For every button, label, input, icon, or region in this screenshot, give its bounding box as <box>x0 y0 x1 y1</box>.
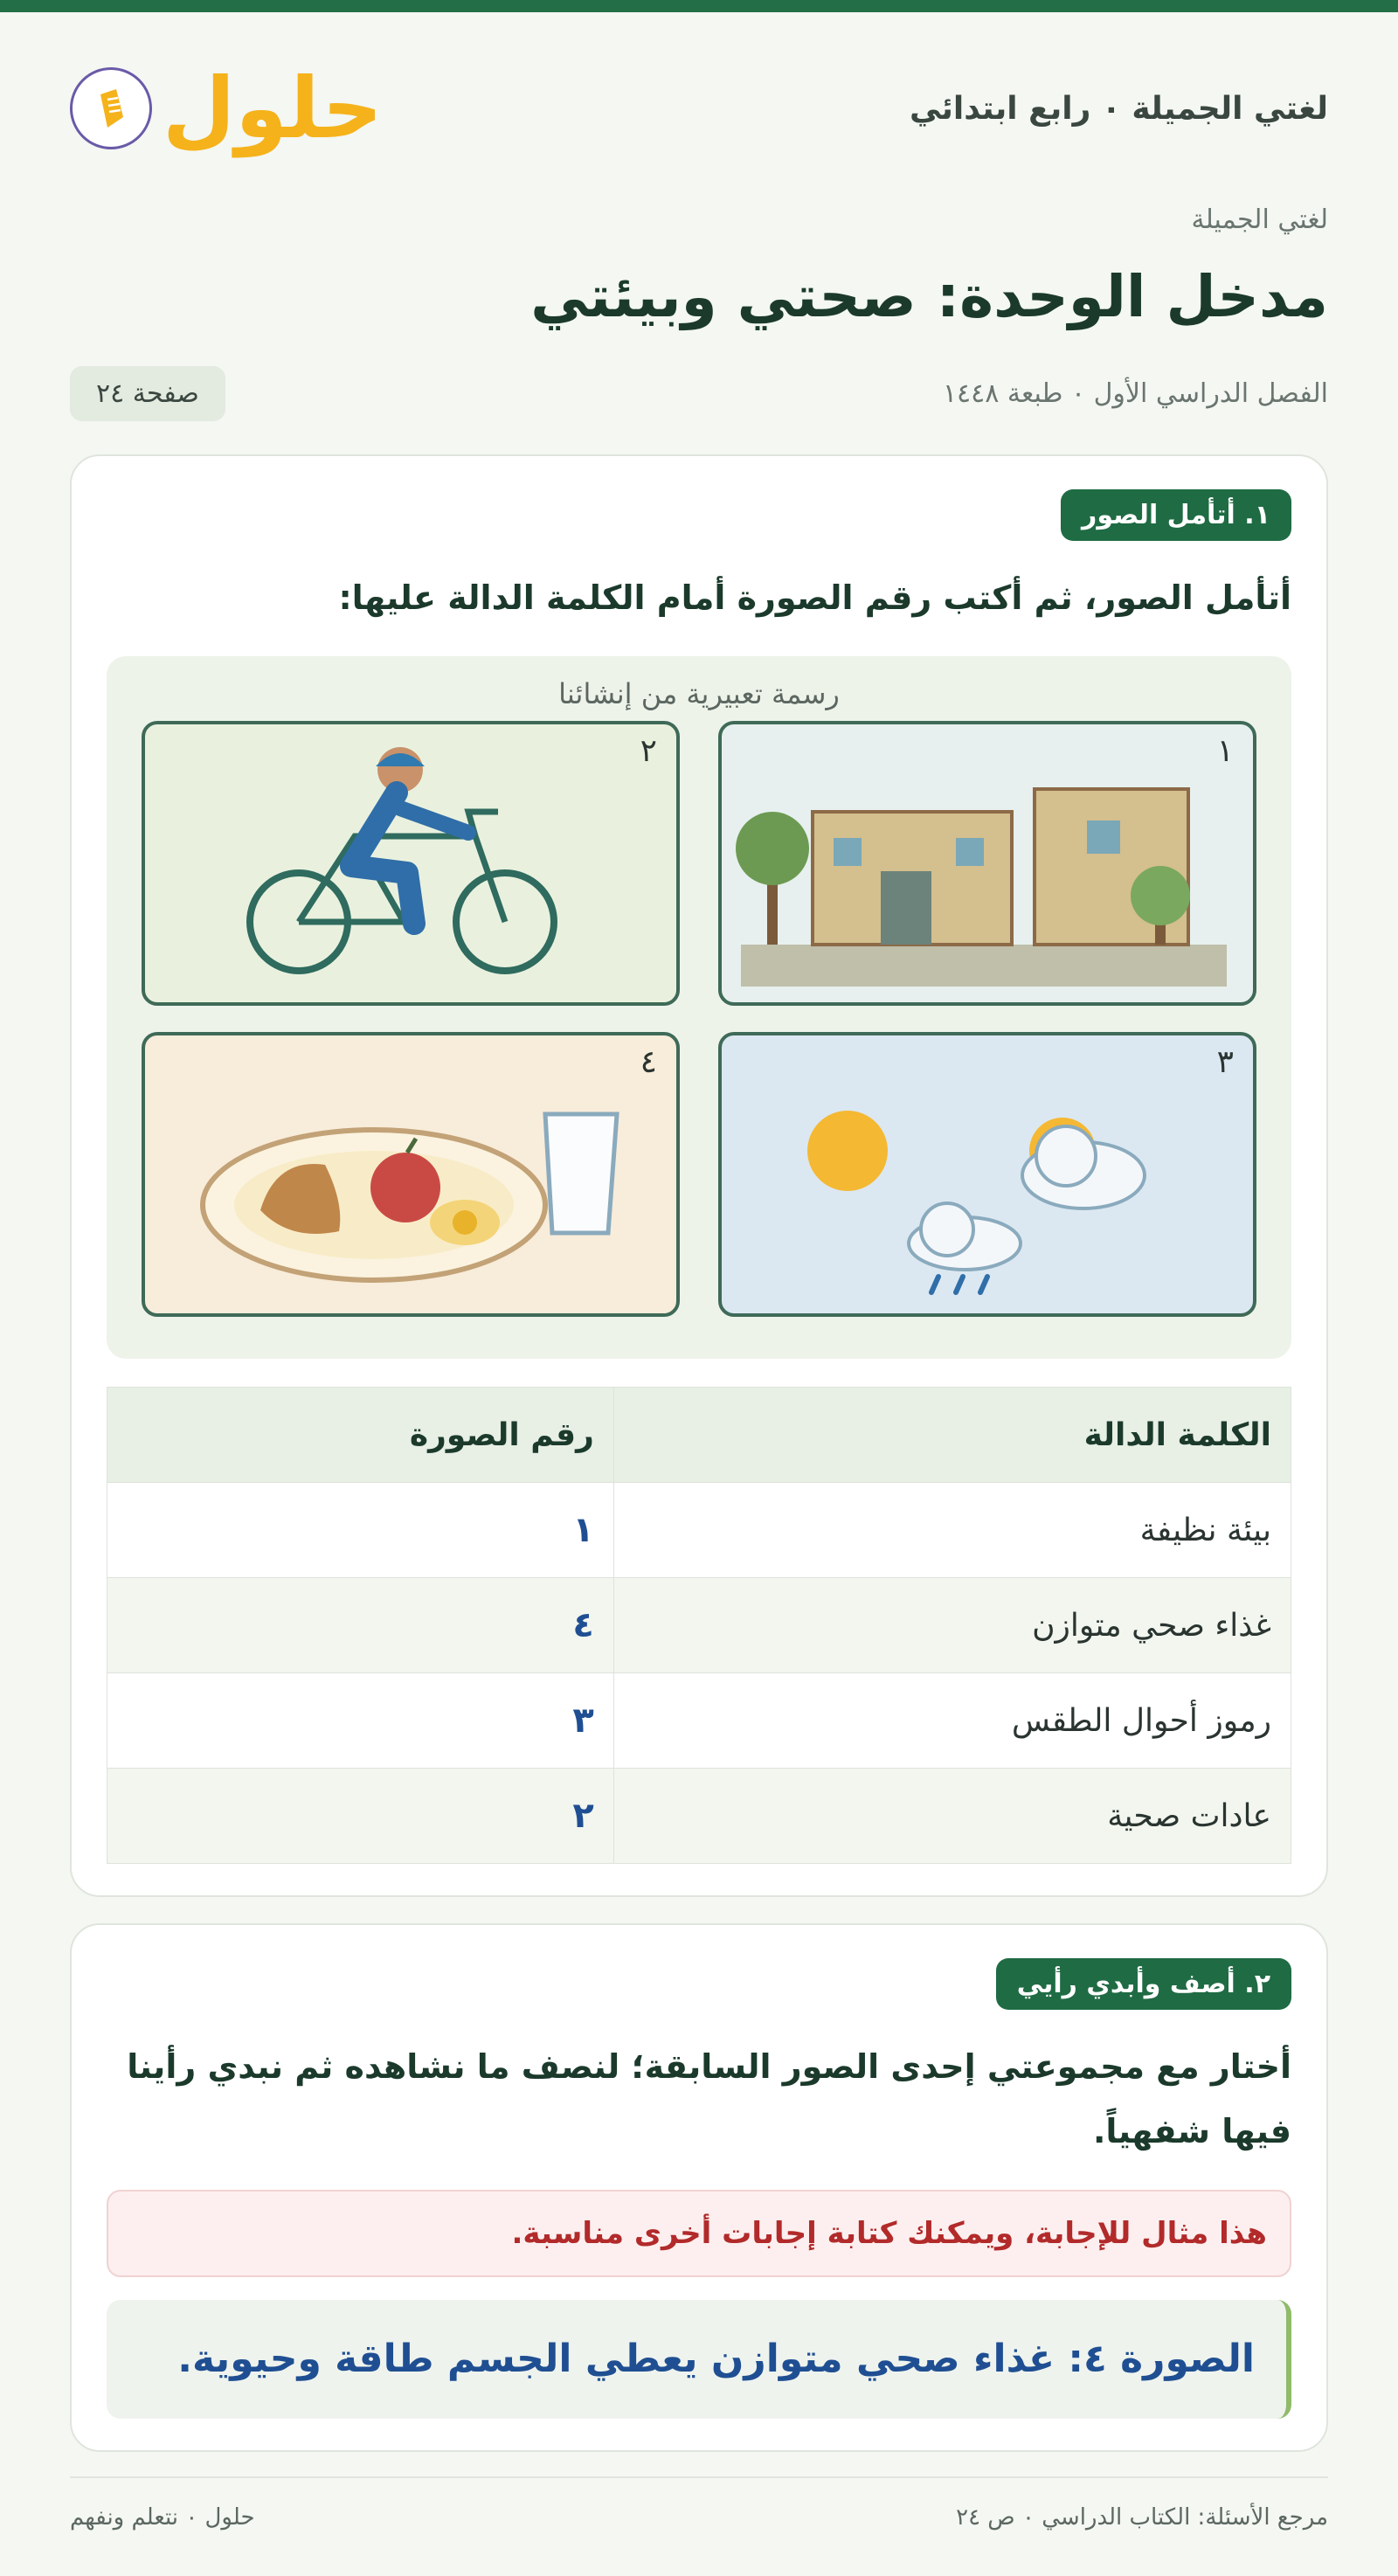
table-row <box>107 1578 1291 1673</box>
logo-wordmark: حلول <box>163 59 383 157</box>
food-plate-icon <box>145 1035 676 1306</box>
row-answer: ٣ <box>107 1673 614 1769</box>
table-row <box>107 1673 1291 1769</box>
section-card-1 <box>70 454 1328 1897</box>
buildings-trees-icon <box>722 724 1253 995</box>
table-row <box>107 1769 1291 1864</box>
table-header-word: الكلمة الدالة <box>613 1388 1291 1483</box>
row-word: بيئة نظيفة <box>613 1483 1291 1578</box>
section-tag: ١. أتأمل الصور <box>1061 489 1291 541</box>
table-row <box>107 1483 1291 1578</box>
panel-cyclist <box>142 721 680 1006</box>
book-icon <box>70 67 152 149</box>
illustration-grid <box>142 721 1256 1317</box>
answer-note: هذا مثال للإجابة، ويمكنك كتابة إجابات أخرى مناسبة. <box>107 2190 1291 2277</box>
question-prompt: أختار مع مجموعتي إحدى الصور السابقة؛ لنصف ما نشاهده ثم نبدي رأينا فيها شفهياً. <box>127 2047 1291 2150</box>
panel-number: ٢ <box>640 733 657 769</box>
bicycle-icon <box>145 724 676 995</box>
illustration-box <box>107 656 1291 1359</box>
question-prompt: أتأمل الصور، ثم أكتب رقم الصورة أمام الكلمة الدالة عليها: <box>338 578 1291 617</box>
model-answer: الصورة ٤: غذاء صحي متوازن يعطي الجسم طاقة وحيوية. <box>107 2300 1291 2419</box>
panel-number: ١ <box>1216 733 1234 769</box>
meta-row <box>70 358 1328 428</box>
panel-number: ٤ <box>640 1044 657 1080</box>
kicker: لغتي الجميلة <box>1191 204 1328 235</box>
section-card-2 <box>70 1923 1328 2452</box>
section-tag: ٢. أصف وأبدي رأيي <box>996 1958 1291 2010</box>
header <box>70 12 1328 204</box>
footer <box>70 2476 1328 2531</box>
footer-reference: مرجع الأسئلة: الكتاب الدراسي ٠ ص ٢٤ <box>956 2504 1328 2531</box>
top-accent-bar <box>0 0 1398 12</box>
subject-title: لغتي الجميلة ٠ رابع ابتدائي <box>909 90 1328 127</box>
table-header-number: رقم الصورة <box>107 1388 614 1483</box>
row-answer: ٤ <box>107 1578 614 1673</box>
page-title: مدخل الوحدة: صحتي وبيئتي <box>530 263 1328 330</box>
page <box>70 12 1328 2452</box>
illustration-caption: رسمة تعبيرية من إنشائنا <box>558 677 840 710</box>
page-badge: صفحة ٢٤ <box>70 366 225 421</box>
row-answer: ١ <box>107 1483 614 1578</box>
row-word: غذاء صحي متوازن <box>613 1578 1291 1673</box>
brand-logo[interactable] <box>70 59 383 157</box>
panel-weather <box>718 1032 1256 1317</box>
answer-table <box>107 1387 1291 1864</box>
panel-buildings <box>718 721 1256 1006</box>
row-answer: ٢ <box>107 1769 614 1864</box>
row-word: رموز أحوال الطقس <box>613 1673 1291 1769</box>
footer-brand[interactable]: حلول ٠ نتعلم ونفهم <box>70 2504 255 2531</box>
panel-number: ٣ <box>1216 1044 1234 1080</box>
panel-food <box>142 1032 680 1317</box>
weather-icon <box>722 1035 1253 1306</box>
row-word: عادات صحية <box>613 1769 1291 1864</box>
edition-meta: الفصل الدراسي الأول ٠ طبعة ١٤٤٨ <box>942 377 1328 409</box>
